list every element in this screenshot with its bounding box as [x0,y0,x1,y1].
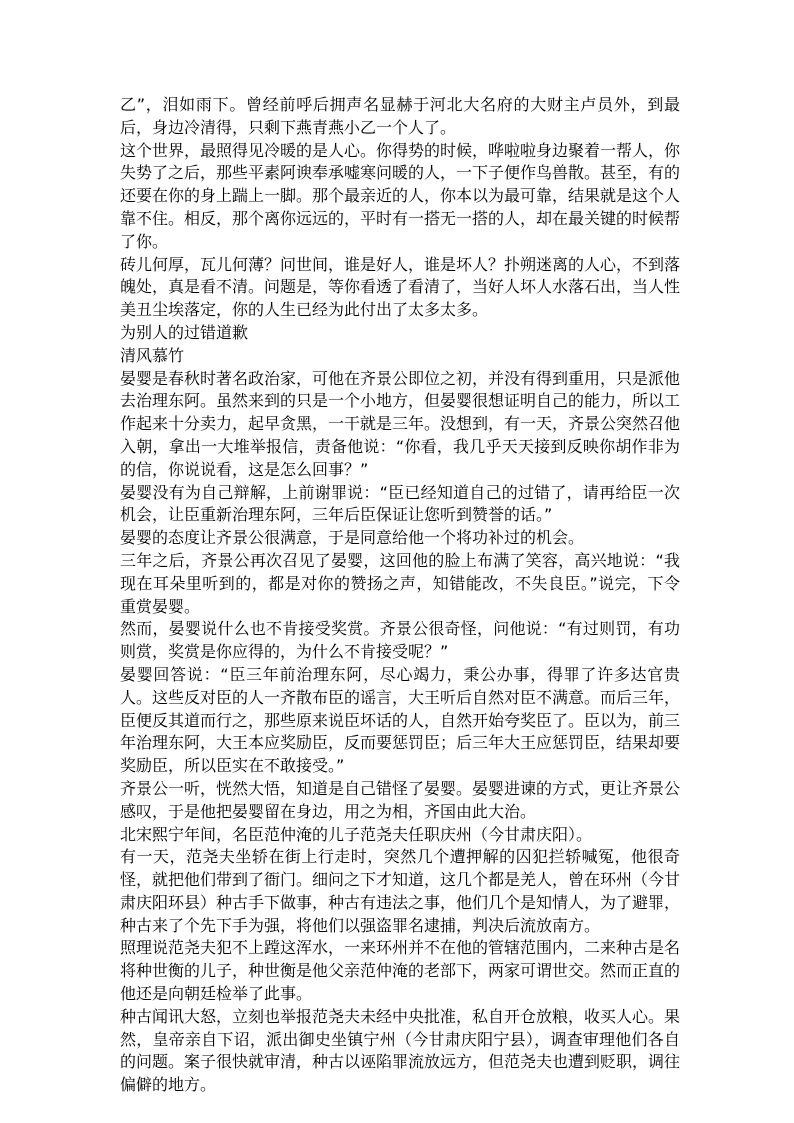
paragraph-human-heart: 这个世界，最照得见冷暖的是人心。你得势的时候，哗啦啦身边聚着一帮人，你失势了之后，那些平素阿谀奉承嘘寒问暖的人，一下子便作鸟兽散。甚至，有的还要在你的身上踹上一脚。那个最亲近的人，你本以为最可靠，结果就是这个人靠不住。相反，那个离你远远的，平时有一搭无一搭的人，却在最关键的时候帮了你。 [120,140,681,251]
paragraph-three-years-later: 三年之后，齐景公再次召见了晏婴，这回他的脸上布满了笑容，高兴地说：“我现在耳朵里听到的，都是对你的赞扬之声，知错能改，不失良臣。”说完，下令重赏晏婴。 [120,550,680,616]
document-page [120,94,680,1097]
paragraph-who-is-good: 砖儿何厚，瓦儿何薄？问世间，谁是好人，谁是坏人？扑朔迷离的人心，不到落魄处，真是看不清。问题是，等你看透了看清了，当好人坏人水落石出，当人性美丑尘埃落定，你的人生已经为此付出了太多太多。 [120,254,681,320]
paragraph-intro-ending: 乙”，泪如雨下。曾经前呼后拥声名显赫于河北大名府的大财主卢员外，到最后，身边冷清得，只剩下燕青燕小乙一个人了。 [120,95,680,137]
paragraph-yanying-answer: 晏婴回答说：“臣三年前治理东阿，尽心竭力，秉公办事，得罪了许多达官贵人。这些反对臣的人一齐散布臣的谣言，大王听后自然对臣不满意。而后三年，臣便反其道而行之，那些原来说臣坏话的人，自然开始夸奖臣了。臣以为，前三年治理东阿，大王本应奖励臣，反而要惩罚臣；后三年大王应惩罚臣，结果却要奖励臣，所以臣实在不敢接受。” [120,664,681,776]
paragraph-jinggong-satisfied: 晏婴的态度让齐景公很满意，于是同意给他一个将功补过的机会。 [120,528,585,548]
paragraph-refuse-reward: 然而，晏婴说什么也不肯接受奖赏。齐景公很奇怪，问他说：“有过则罚，有功则赏，奖赏是你应得的，为什么不肯接受呢？” [120,619,680,662]
paragraph-prisoners-appeal: 有一天，范尧夫坐轿在街上行走时，突然几个遭押解的囚犯拦轿喊冤，他很奇怪，就把他们带到了衙门。细问之下才知道，这几个都是羌人，曾在环州（今甘肃庆阳环县）种古手下做事，种古有违法之事，他们几个是知情人，为了避罪，种古来了个先下手为强，将他们以强盗罪名逮捕，判决后流放南方。 [120,847,681,935]
paragraph-zhonggu-retaliates: 种古闻讯大怒，立刻也举报范尧夫未经中央批准，私自开仓放粮，收买人心。果然，皇帝亲自下诏，派出御史坐镇宁州（今甘肃庆阳宁县），调查审理他们各自的问题。案子很快就审清，种古以诬陷罪流放远方，但范尧夫也遭到贬职，调往偏僻的地方。 [120,1006,681,1095]
paragraph-fan-yaofu-intro: 北宋熙宁年间，名臣范仲淹的儿子范尧夫任职庆州（今甘肃庆阳）。 [120,824,593,844]
article-author: 清风慕竹 [120,345,185,365]
article-title: 为别人的过错道歉 [120,322,249,342]
paragraph-yanying-apology: 晏婴没有为自己辩解，上前谢罪说：“臣已经知道自己的过错了，请再给臣一次机会，让臣重新治理东阿，三年后臣保证让您听到赞誉的话。” [120,482,680,525]
paragraph-jinggong-realizes: 齐景公一听，恍然大悟，知道是自己错怪了晏婴。晏婴进谏的方式，更让齐景公感叹，于是他把晏婴留在身边，用之为相，齐国由此大治。 [120,778,681,821]
paragraph-fan-reports: 照理说范尧夫犯不上蹚这浑水，一来环州并不在他的管辖范围内，二来种古是名将种世衡的儿子，种世衡是他父亲范仲淹的老部下，两家可谓世交。然而正直的他还是向朝廷检举了此事。 [120,938,681,1004]
paragraph-yanying-donge: 晏婴是春秋时著名政治家，可他在齐景公即位之初，并没有得到重用，只是派他去治理东阿。虽然来到的只是一个小地方，但晏婴很想证明自己的能力，所以工作起来十分卖力，起早贪黑，一干就是三年。没想到，有一天，齐景公突然召他入朝，拿出一大堆举报信，责备他说：“你看，我几乎天天接到反映你胡作非为的信，你说说看，这是怎么回事？” [120,368,681,479]
